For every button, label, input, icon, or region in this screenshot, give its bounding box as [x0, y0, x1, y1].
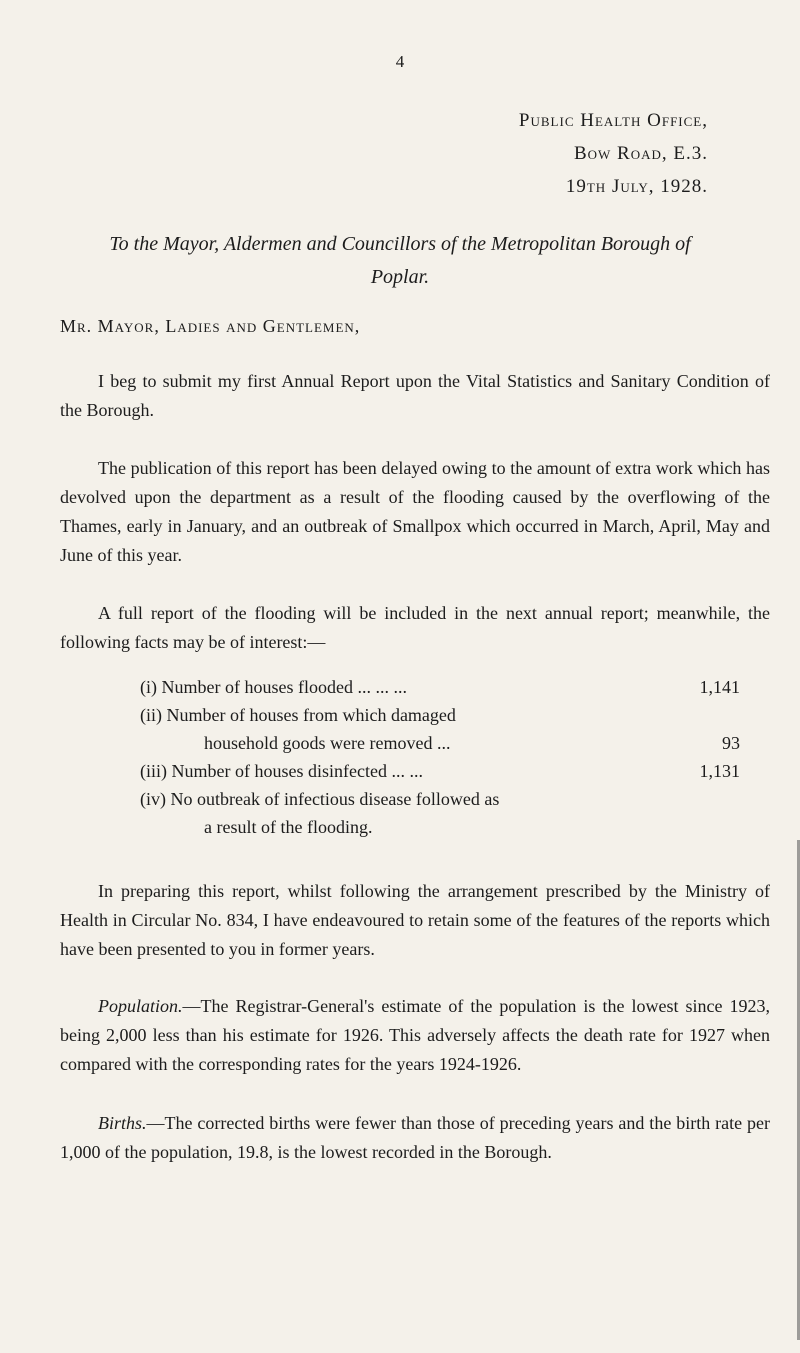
- fact-label: (ii) Number of houses from which damaged: [140, 705, 456, 725]
- fact-label-cont: household goods were removed ...: [204, 733, 451, 753]
- fact-label-cont: a result of the flooding.: [204, 817, 373, 837]
- page-number: 4: [395, 52, 405, 71]
- address-line-office: Public Health Office,: [518, 110, 708, 131]
- fact-value: 1,141: [699, 677, 740, 697]
- paragraph-arrangement: In preparing this report, whilst following the arrangement prescribed by the Ministry of Health in Circular No. 834, I have endeavoured to retain some of the features of the reports which have been presented to you in former years.: [60, 881, 770, 959]
- list-item: [140, 673, 740, 701]
- births-body: —The corrected births were fewer than those of preceding years and the birth rate per 1,000 of the population, 19.8, is the lowest recorded in the Borough.: [60, 1113, 770, 1162]
- list-item-continuation: [140, 729, 740, 757]
- population-heading: Population.: [98, 996, 183, 1016]
- salutation: To the Mayor, Aldermen and Councillors of the Metropolitan Borough of Poplar.: [109, 233, 691, 288]
- paragraph-flooding: A full report of the flooding will be included in the next annual report; meanwhile, the following facts may be of interest:—: [60, 603, 770, 652]
- paragraph-intro: I beg to submit my first Annual Report upon the Vital Statistics and Sanitary Condition of the Borough.: [60, 371, 770, 420]
- list-item-continuation: [140, 813, 740, 841]
- list-item: [140, 785, 740, 813]
- paragraph-births: [60, 1109, 770, 1167]
- greeting: Mr. Mayor, Ladies and Gentlemen,: [60, 316, 361, 336]
- paragraph-delay: The publication of this report has been delayed owing to the amount of extra work which has devolved upon the department as a result of the flooding caused by the overflowing of the Thames, early in January, and an outbreak of Smallpox which occurred in March, April, May and June of this year.: [60, 458, 770, 565]
- flood-facts-list: [140, 673, 740, 841]
- address-line-road: Bow Road, E.3.: [573, 143, 708, 164]
- fact-label: (iii) Number of houses disinfected ... ...: [140, 761, 423, 781]
- population-body: —The Registrar-General's estimate of the population is the lowest since 1923, being 2,000 less than his estimate for 1926. This adversely affects the death rate for 1927 when compared with the corresponding rates for the years 1924-1926.: [60, 996, 770, 1074]
- list-item: [140, 757, 740, 785]
- births-heading: Births.: [98, 1113, 147, 1133]
- fact-value: 1,131: [699, 761, 740, 781]
- fact-value: 93: [722, 733, 740, 753]
- list-item: [140, 701, 740, 729]
- fact-label: (i) Number of houses flooded ... ... ...: [140, 677, 407, 697]
- paragraph-population: [60, 992, 770, 1079]
- fact-label: (iv) No outbreak of infectious disease followed as: [140, 789, 500, 809]
- address-line-date: 19th July, 1928.: [565, 176, 708, 197]
